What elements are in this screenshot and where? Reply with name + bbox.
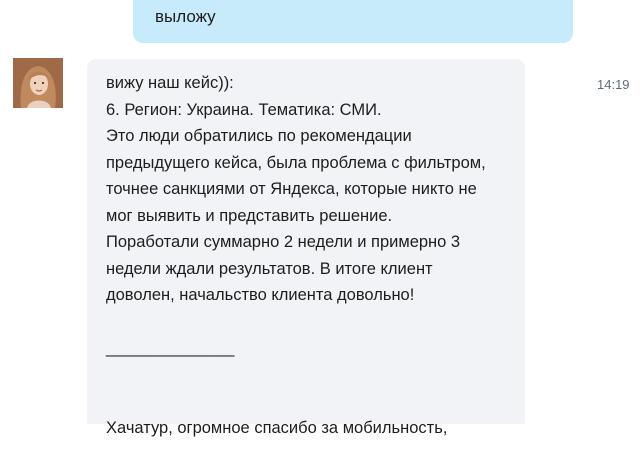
- separator-line: ______________: [106, 339, 235, 357]
- outgoing-message-text: выложу: [155, 7, 216, 26]
- message-line: точнее санкциями от Яндекса, которые никто не: [106, 180, 477, 198]
- message-line: недели ждали результатов. В итоге клиент: [106, 259, 433, 278]
- blank-line: [106, 362, 507, 389]
- blank-line: [106, 309, 507, 336]
- message-line: Поработали суммарно 2 недели и примерно 3: [106, 233, 461, 251]
- message-line: 6. Регион: Украина. Тематика: СМИ.: [106, 100, 382, 119]
- message-line: вижу наш кейс)):: [106, 74, 234, 92]
- blank-line: [106, 388, 507, 415]
- message-line: мог выявить и представить решение.: [106, 206, 393, 225]
- avatar-photo-icon: [13, 58, 63, 108]
- message-line: Это люди обратились по рекомендации: [106, 127, 412, 145]
- outgoing-message-bubble[interactable]: [133, 0, 573, 43]
- message-line: Хачатур, огромное спасибо за мобильность,: [106, 418, 448, 437]
- sender-avatar[interactable]: [13, 58, 63, 108]
- message-line: доволен, начальство клиента довольно!: [106, 286, 415, 304]
- incoming-message-bubble[interactable]: [87, 59, 525, 437]
- message-line: предыдущего кейса, была проблема с фильтром,: [106, 153, 486, 172]
- message-timestamp: 14:19: [597, 77, 630, 92]
